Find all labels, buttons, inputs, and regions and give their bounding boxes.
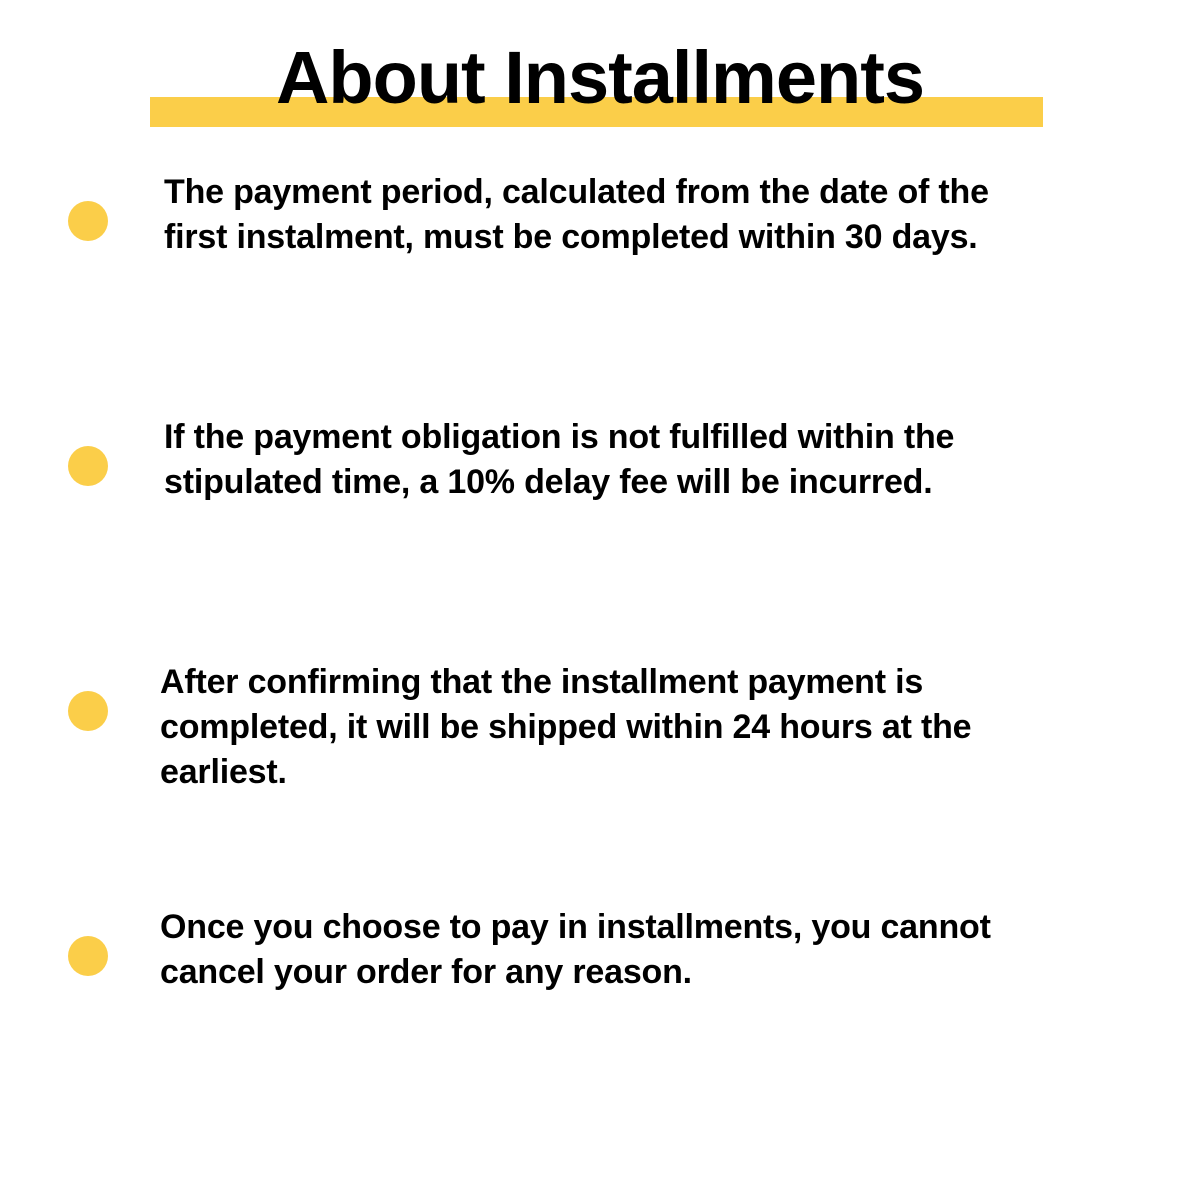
page-title-block — [0, 0, 1200, 150]
list-item — [0, 415, 1200, 660]
bullet-dot-icon — [68, 691, 108, 731]
page-title: About Installments — [275, 36, 925, 119]
list-item — [0, 170, 1200, 415]
installment-terms-list — [0, 170, 1200, 1150]
list-item-text: Once you choose to pay in installments, you cannot cancel your order for any reason. — [160, 908, 991, 991]
list-item — [0, 905, 1200, 1150]
bullet-dot-icon — [68, 201, 108, 241]
list-item-text: After confirming that the installment payment is completed, it will be shipped within 24 hours at the earliest. — [160, 663, 972, 791]
list-item-text: The payment period, calculated from the date of the first instalment, must be completed within 30 days. — [164, 173, 989, 256]
bullet-dot-icon — [68, 446, 108, 486]
bullet-dot-icon — [68, 936, 108, 976]
list-item — [0, 660, 1200, 905]
list-item-text: If the payment obligation is not fulfilled within the stipulated time, a 10% delay fee will be incurred. — [164, 418, 955, 501]
